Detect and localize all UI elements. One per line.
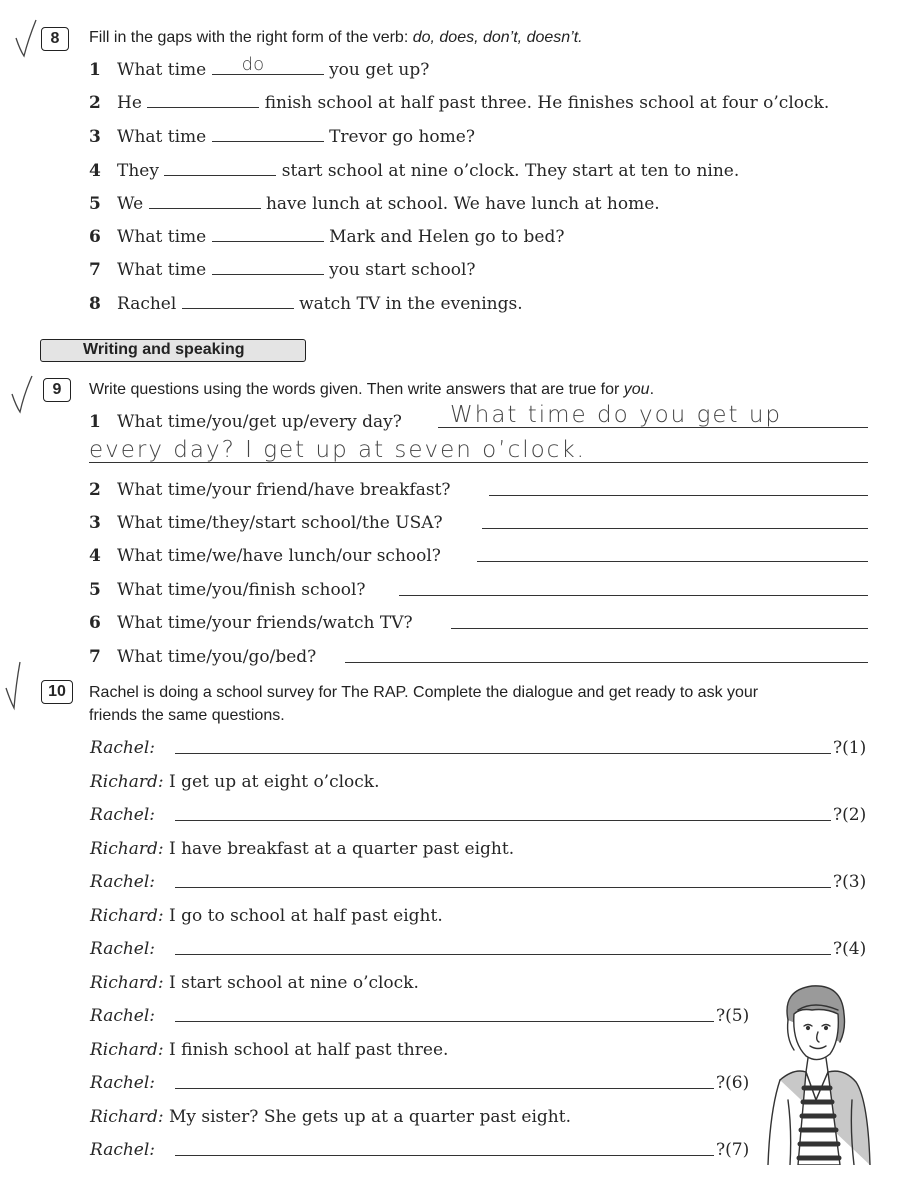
dialogue-text: I go to school at half past eight. [168, 906, 443, 926]
item-number: 4 [89, 546, 101, 566]
answer-blank[interactable] [147, 93, 259, 108]
ex9-item [89, 411, 402, 433]
dialogue-line [90, 737, 155, 759]
answer-blank[interactable] [212, 227, 324, 242]
ex9-item [89, 646, 316, 668]
item-number: 1 [89, 60, 101, 80]
answer-line[interactable] [175, 1021, 714, 1022]
ex9-item [89, 579, 366, 601]
item-prompt: What time/you/go/bed? [117, 647, 317, 667]
item-text: Trevor go home? [329, 127, 475, 147]
girl-illustration-icon [760, 980, 875, 1165]
check-mark-icon [10, 18, 40, 58]
handwritten-answer: What time do you get up [450, 402, 783, 428]
ex8-item [89, 126, 475, 148]
item-number: 7 [89, 647, 101, 667]
answer-blank[interactable] [212, 54, 324, 75]
exercise-8-instruction [89, 28, 583, 48]
speaker-name: Rachel: [90, 805, 156, 825]
item-text: What time [117, 127, 207, 147]
question-marker: ?(6) [716, 1073, 750, 1093]
speaker-name: Rachel: [90, 1073, 156, 1093]
answer-line[interactable] [477, 561, 868, 562]
item-text: you start school? [329, 260, 476, 280]
dialogue-line [90, 972, 419, 994]
item-number: 8 [89, 294, 101, 314]
item-prompt: What time/you/get up/every day? [117, 412, 402, 432]
speaker-name: Rachel: [90, 939, 156, 959]
item-text: have lunch at school. We have lunch at home. [265, 194, 660, 214]
answer-line[interactable] [175, 753, 831, 754]
ex8-item [89, 92, 829, 114]
item-number: 3 [89, 127, 101, 147]
item-number: 5 [89, 194, 101, 214]
ex9-item [89, 612, 413, 634]
exercise-number-badge: 10 [41, 680, 73, 704]
ex8-item [89, 293, 523, 315]
item-text: What time [117, 60, 207, 80]
exercise-number-badge: 9 [43, 378, 71, 402]
dialogue-line [90, 838, 514, 860]
dialogue-line [90, 1106, 571, 1128]
check-mark-icon [6, 372, 36, 416]
item-prompt: What time/your friends/watch TV? [117, 613, 413, 633]
dialogue-line [90, 1039, 448, 1061]
question-marker: ?(1) [833, 738, 867, 758]
handwritten-answer: do [241, 54, 265, 75]
item-text: Mark and Helen go to bed? [329, 227, 565, 247]
item-text: We [117, 194, 144, 214]
dialogue-text: I get up at eight o’clock. [168, 772, 380, 792]
section-heading: Writing and speaking [40, 339, 306, 362]
speaker-name: Rachel: [90, 1006, 156, 1026]
ex8-item [89, 160, 739, 182]
answer-blank[interactable] [182, 294, 294, 309]
answer-blank[interactable] [164, 161, 276, 176]
handwritten-answer: every day? I get up at seven o’clock. [89, 437, 586, 463]
answer-line[interactable] [345, 662, 868, 663]
dialogue-line [90, 1072, 155, 1094]
answer-line[interactable] [175, 820, 831, 821]
item-number: 6 [89, 227, 101, 247]
exercise-9-instruction [89, 380, 654, 400]
answer-line[interactable] [451, 628, 868, 629]
item-text: start school at nine o’clock. They start at ten to nine. [281, 161, 740, 181]
answer-line[interactable] [175, 887, 831, 888]
answer-blank[interactable] [212, 127, 324, 142]
ex8-item [89, 226, 564, 248]
item-number: 1 [89, 412, 101, 432]
item-prompt: What time/they/start school/the USA? [117, 513, 443, 533]
item-text: What time [117, 260, 207, 280]
dialogue-text: I have breakfast at a quarter past eight. [168, 839, 515, 859]
instruction-emphasis: you [623, 381, 650, 398]
speaker-name: Rachel: [90, 1140, 156, 1160]
speaker-name: Richard: [90, 973, 164, 993]
speaker-name: Richard: [90, 839, 164, 859]
item-prompt: What time/we/have lunch/our school? [117, 546, 441, 566]
dialogue-text: I start school at nine o’clock. [168, 973, 419, 993]
exercise-10-instruction: Rachel is doing a school survey for The RAP. Complete the dialogue and get ready to ask your [89, 684, 759, 701]
speaker-name: Richard: [90, 772, 164, 792]
instruction-text: Fill in the gaps with the right form of the verb: [89, 29, 413, 46]
dialogue-line [90, 771, 380, 793]
speaker-name: Richard: [90, 1107, 164, 1127]
answer-line[interactable] [175, 1155, 714, 1156]
instruction-text: Write questions using the words given. Then write answers that are true for [89, 381, 624, 398]
dialogue-line [90, 1139, 155, 1161]
item-number: 5 [89, 580, 101, 600]
item-number: 6 [89, 613, 101, 633]
speaker-name: Rachel: [90, 872, 156, 892]
answer-line[interactable] [175, 954, 831, 955]
answer-line[interactable] [175, 1088, 714, 1089]
question-marker: ?(5) [716, 1006, 750, 1026]
item-text: Rachel [117, 294, 177, 314]
ex9-item [89, 479, 451, 501]
item-text: What time [117, 227, 207, 247]
dialogue-line [90, 905, 443, 927]
answer-line[interactable] [399, 595, 868, 596]
item-text: They [117, 161, 159, 181]
item-prompt: What time/your friend/have breakfast? [117, 480, 451, 500]
speaker-name: Richard: [90, 906, 164, 926]
question-marker: ?(3) [833, 872, 867, 892]
dialogue-line [90, 804, 155, 826]
answer-blank[interactable] [149, 194, 261, 209]
item-number: 4 [89, 161, 101, 181]
question-marker: ?(7) [716, 1140, 750, 1160]
exercise-10-instruction: friends the same questions. [89, 707, 285, 724]
dialogue-line [90, 1005, 155, 1027]
check-mark-icon [2, 660, 30, 712]
ex8-item [89, 193, 660, 215]
dialogue-line [90, 871, 155, 893]
exercise-number-badge: 8 [41, 27, 69, 51]
item-number: 3 [89, 513, 101, 533]
ex9-item [89, 545, 441, 567]
question-marker: ?(2) [833, 805, 867, 825]
answer-blank[interactable] [212, 260, 324, 275]
item-number: 7 [89, 260, 101, 280]
question-marker: ?(4) [833, 939, 867, 959]
item-text: you get up? [329, 60, 430, 80]
instruction-text: . [649, 381, 655, 398]
instruction-verbs: do, does, don’t, doesn’t. [412, 29, 583, 46]
item-number: 2 [89, 480, 101, 500]
dialogue-text: I finish school at half past three. [168, 1040, 449, 1060]
ex8-item [89, 259, 476, 281]
item-prompt: What time/you/finish school? [117, 580, 366, 600]
ex9-item [89, 512, 443, 534]
speaker-name: Rachel: [90, 738, 156, 758]
speaker-name: Richard: [90, 1040, 164, 1060]
item-number: 2 [89, 93, 101, 113]
answer-line[interactable] [482, 528, 868, 529]
ex8-item [89, 54, 430, 81]
dialogue-line [90, 938, 155, 960]
answer-line[interactable] [489, 495, 868, 496]
item-text: finish school at half past three. He finishes school at four o’clock. [264, 93, 830, 113]
item-text: He [117, 93, 142, 113]
item-text: watch TV in the evenings. [299, 294, 523, 314]
dialogue-text: My sister? She gets up at a quarter past eight. [168, 1107, 571, 1127]
